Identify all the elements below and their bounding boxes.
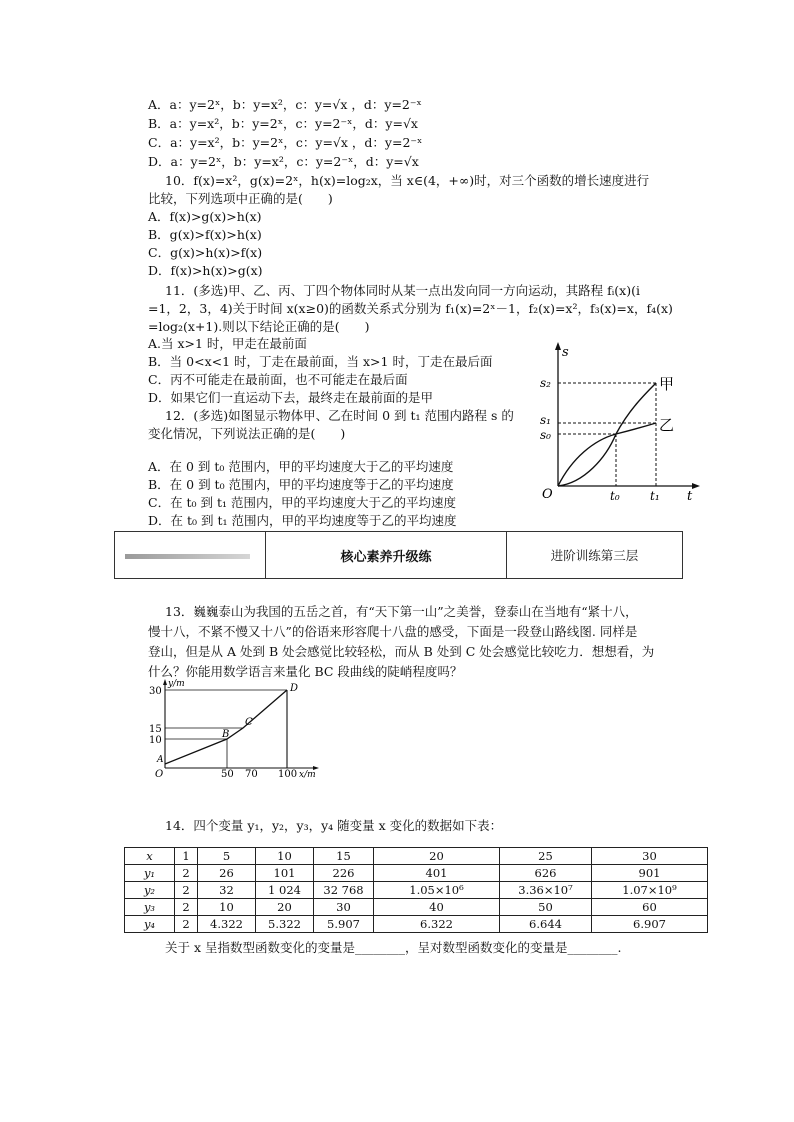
table-cell: 401 — [374, 865, 500, 882]
table-cell: 2 — [175, 882, 198, 899]
table-cell: 10 — [256, 848, 314, 865]
table-row — [125, 916, 708, 933]
q10-stem-line1: 10．f(x)=x²，g(x)=2ˣ，h(x)=log₂x，当 x∈(4，+∞)时，对三个函数的增长速度进行 — [165, 173, 650, 188]
table-cell: 5.322 — [256, 916, 314, 933]
y-tick-10: 10 — [149, 735, 162, 746]
jia-label: 甲 — [659, 375, 675, 393]
table-cell: 50 — [500, 899, 592, 916]
q11-stem-line3: =log₂(x+1).则以下结论正确的是( ) — [148, 319, 370, 334]
table-cell: 30 — [314, 899, 374, 916]
table-cell: 3.36×10⁷ — [500, 882, 592, 899]
q9-option-a: A．a：y=2ˣ，b：y=x²，c：y=√x ，d：y=2⁻ˣ — [148, 97, 422, 112]
x-axis-label: t — [687, 489, 693, 500]
q11-option-c: C．丙不可能走在最前面，也不可能走在最后面 — [148, 372, 408, 387]
table-cell: 101 — [256, 865, 314, 882]
table-cell: 32 — [198, 882, 256, 899]
q13-mountain-path-graph — [145, 676, 330, 780]
q9-option-b: B．a：y=x²，b：y=2ˣ，c：y=2⁻ˣ，d：y=√x — [148, 116, 418, 131]
q13-stem-line1: 13．巍巍泰山为我国的五岳之首，有“天下第一山”之美誉，登泰山在当地有“紧十八， — [165, 604, 638, 619]
s0-label: s₀ — [540, 428, 551, 442]
q14-fill-in: 关于 x 呈指数型函数变化的变量是________，呈对数型函数变化的变量是________. — [165, 940, 622, 955]
banner-decoration-bar — [125, 554, 250, 559]
point-d-label: D — [290, 683, 299, 694]
banner-level: 进阶训练第三层 — [550, 548, 639, 563]
t1-label: t₁ — [650, 489, 660, 500]
table-cell: 1 024 — [256, 882, 314, 899]
q11-stem-line1: 11．(多选)甲、乙、丙、丁四个物体同时从某一点出发向同一方向运动，其路程 fᵢ(x)(i — [165, 283, 640, 298]
jia-curve — [558, 383, 656, 486]
q13-stem-line4: 什么？你能用数学语言来量化 BC 段曲线的陡峭程度吗？ — [148, 664, 463, 679]
banner-title: 核心素养升级练 — [266, 532, 507, 578]
table-cell: 901 — [592, 865, 708, 882]
section-banner — [114, 531, 683, 579]
q12-stem-line1: 12．(多选)如图显示物体甲、乙在时间 0 到 t₁ 范围内路程 s 的 — [165, 408, 514, 423]
q10-option-c: C．g(x)>h(x)>f(x) — [148, 245, 263, 260]
q11-option-a: A.当 x>1 时，甲走在最前面 — [148, 336, 307, 351]
table-row — [125, 899, 708, 916]
q13-stem-line2: 慢十八，不紧不慢又十八”的俗语来形容爬十八盘的感受，下面是一段登山路线图. 同样是 — [148, 624, 638, 639]
table-cell: 1.07×10⁹ — [592, 882, 708, 899]
table-cell: 2 — [175, 865, 198, 882]
table-cell: 626 — [500, 865, 592, 882]
q12-option-d: D．在 t₀ 到 t₁ 范围内，甲的平均速度等于乙的平均速度 — [148, 513, 457, 528]
q11-stem-line2: =1，2，3，4)关于时间 x(x≥0)的函数关系式分别为 f₁(x)=2ˣ－1，f₂(x)=x²，f₃(x)=x，f₄(x) — [148, 301, 673, 316]
table-cell: y₁ — [125, 865, 175, 882]
table-cell: 40 — [374, 899, 500, 916]
q14-intro: 14．四个变量 y₁，y₂，y₃，y₄ 随变量 x 变化的数据如下表： — [165, 818, 503, 833]
q9-option-d: D．a：y=2ˣ，b：y=x²，c：y=2⁻ˣ，d：y=√x — [148, 154, 419, 169]
yi-label: 乙 — [659, 416, 675, 434]
q10-stem-line2: 比较，下列选项中正确的是( ) — [148, 191, 333, 206]
q11-option-b: B．当 0<x<1 时，丁走在最前面，当 x>1 时，丁走在最后面 — [148, 354, 493, 369]
x-axis-arrow — [692, 483, 700, 489]
x-tick-100: 100 — [278, 769, 298, 780]
q12-option-b: B．在 0 到 t₀ 范围内，甲的平均速度等于乙的平均速度 — [148, 477, 454, 492]
table-cell: 4.322 — [198, 916, 256, 933]
x-axis-label: x/m — [299, 770, 316, 780]
table-cell: 20 — [256, 899, 314, 916]
q11-option-d: D．如果它们一直运动下去，最终走在最前面的是甲 — [148, 390, 434, 405]
table-cell: 6.907 — [592, 916, 708, 933]
table-cell: 30 — [592, 848, 708, 865]
banner-decoration — [115, 532, 266, 578]
q10-option-a: A．f(x)>g(x)>h(x) — [148, 209, 262, 224]
table-cell: 2 — [175, 899, 198, 916]
point-c-label: C — [245, 717, 253, 728]
q12-stem-line2: 变化情况，下列说法正确的是( ) — [148, 426, 346, 441]
origin-label: O — [155, 769, 164, 780]
q9-option-c: C．a：y=x²，b：y=2ˣ，c：y=√x ，d：y=2⁻ˣ — [148, 135, 423, 150]
table-cell: x — [125, 848, 175, 865]
table-cell: 5.907 — [314, 916, 374, 933]
table-cell: 1.05×10⁶ — [374, 882, 500, 899]
table-cell: 6.322 — [374, 916, 500, 933]
y-axis-label: y/m — [168, 679, 185, 689]
table-cell: 5 — [198, 848, 256, 865]
table-cell: 25 — [500, 848, 592, 865]
table-cell: 60 — [592, 899, 708, 916]
table-cell: 226 — [314, 865, 374, 882]
x-tick-70: 70 — [245, 769, 258, 780]
y-axis-arrow — [555, 342, 561, 350]
q10-option-b: B．g(x)>f(x)>h(x) — [148, 227, 262, 242]
y-tick-30: 30 — [149, 686, 162, 697]
path-abcd — [165, 690, 287, 764]
table-cell: 32 768 — [314, 882, 374, 899]
q12-distance-time-graph — [534, 340, 704, 500]
q12-option-a: A．在 0 到 t₀ 范围内，甲的平均速度大于乙的平均速度 — [148, 459, 454, 474]
q13-stem-line3: 登山，但是从 A 处到 B 处会感觉比较轻松，而从 B 处到 C 处会感觉比较吃力．想想看，为 — [148, 644, 655, 659]
table-cell: 26 — [198, 865, 256, 882]
table-cell: 10 — [198, 899, 256, 916]
table-row — [125, 865, 708, 882]
s2-label: s₂ — [540, 376, 551, 390]
x-tick-50: 50 — [221, 769, 234, 780]
y-axis-arrow — [163, 679, 167, 685]
t0-label: t₀ — [610, 489, 620, 500]
point-a-label: A — [157, 755, 164, 765]
yi-curve — [558, 423, 656, 486]
table-row — [125, 882, 708, 899]
q14-data-table — [124, 847, 708, 933]
table-cell: 2 — [175, 916, 198, 933]
table-cell: y₄ — [125, 916, 175, 933]
y-axis-label: s — [562, 345, 569, 360]
q12-option-c: C．在 t₀ 到 t₁ 范围内，甲的平均速度大于乙的平均速度 — [148, 495, 457, 510]
table-row — [125, 848, 708, 865]
origin-label: O — [542, 487, 553, 500]
table-cell: 20 — [374, 848, 500, 865]
s1-label: s₁ — [540, 413, 551, 427]
table-cell: 1 — [175, 848, 198, 865]
point-b-label: B — [222, 729, 230, 740]
y-tick-15: 15 — [149, 724, 162, 735]
table-cell: y₂ — [125, 882, 175, 899]
table-cell: 15 — [314, 848, 374, 865]
q10-option-d: D．f(x)>h(x)>g(x) — [148, 263, 263, 278]
table-cell: y₃ — [125, 899, 175, 916]
table-cell: 6.644 — [500, 916, 592, 933]
